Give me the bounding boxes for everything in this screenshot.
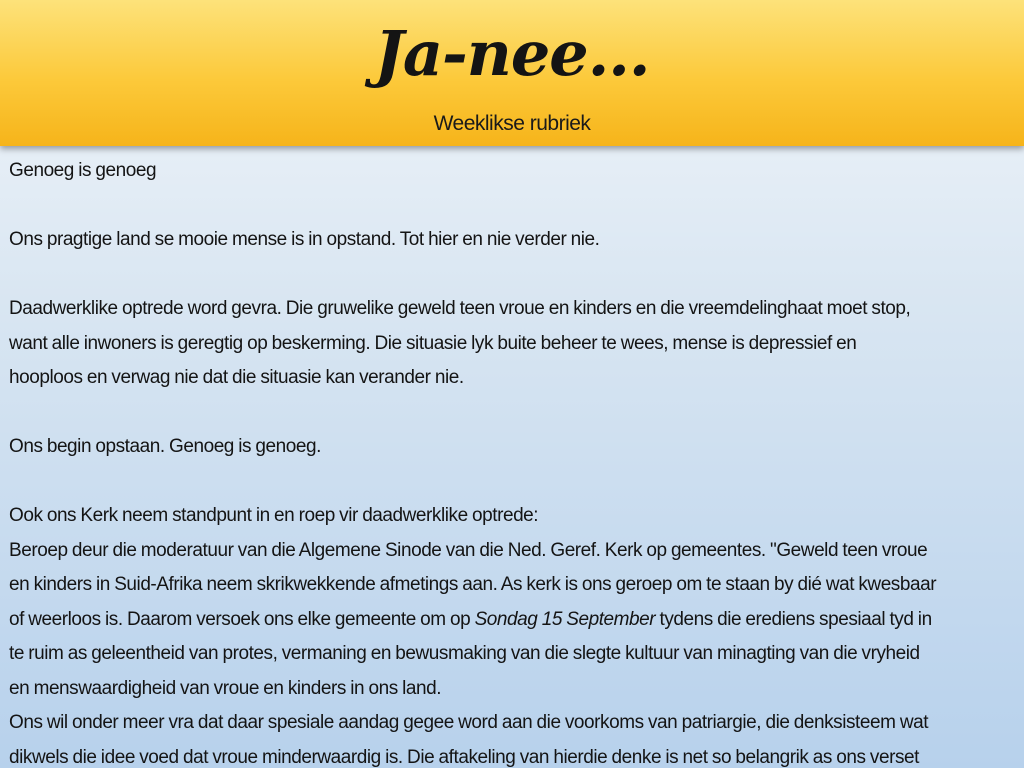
paragraph-4-line-8: dikwels die idee voed dat vroue minderwaardig is. Die aftakeling van hierdie denke is net so belangrik as ons verset	[9, 746, 919, 768]
paragraph-4-line-1: Ook ons Kerk neem standpunt in en roep vir daadwerklike optrede:	[9, 505, 539, 526]
paragraph-4-line-3: en kinders in Suid-Afrika neem skrikwekkende afmetings aan. As kerk is ons geroep om te staan by dié wat kwesbaar	[9, 574, 937, 595]
paragraph-gap	[9, 189, 1017, 224]
header-banner	[0, 0, 1024, 146]
paragraph-4-line-4-end: tydens die erediens spesiaal tyd in	[655, 608, 932, 630]
paragraph-2-line-1: Daadwerklike optrede word gevra. Die gruwelike geweld teen vroue en kinders en die vreemdelinghaat moet stop,	[9, 298, 911, 319]
paragraph-4-line-4	[9, 603, 1017, 638]
paragraph-4-line-7: Ons wil onder meer vra dat daar spesiale aandag gegee word aan die voorkoms van patriargie, die denksisteem wat	[9, 712, 929, 733]
page-subtitle: Weeklikse rubriek	[433, 112, 591, 135]
paragraph-gap	[9, 396, 1017, 431]
paragraph-2-line-3: hooploos en verwag nie dat die situasie kan verander nie.	[9, 367, 464, 388]
paragraph-1: Ons pragtige land se mooie mense is in opstand. Tot hier en nie verder nie.	[9, 229, 600, 250]
paragraph-4-line-5: te ruim as geleentheid van protes, vermaning en bewusmaking van die slegte kultuur van minagting van die vryheid	[9, 643, 920, 664]
paragraph-gap	[9, 258, 1017, 293]
paragraph-gap	[9, 465, 1017, 500]
paragraph-2-line-2: want alle inwoners is geregtig op beskerming. Die situasie lyk buite beheer te wees, mense is depressief en	[9, 332, 857, 354]
paragraph-4-line-4-start: of weerloos is. Daarom versoek ons elke gemeente om op	[9, 608, 475, 630]
article-heading: Genoeg is genoeg	[9, 160, 157, 181]
article-body	[9, 154, 1017, 768]
paragraph-4-line-6: en menswaardigheid van vroue en kinders in ons land.	[9, 677, 442, 699]
event-date: Sondag 15 September	[474, 608, 656, 630]
paragraph-3: Ons begin opstaan. Genoeg is genoeg.	[9, 436, 321, 457]
page-title: Ja-nee...	[374, 17, 650, 90]
paragraph-4-line-2: Beroep deur die moderatuur van die Algemene Sinode van die Ned. Geref. Kerk op gemeentes. "Geweld teen vroue	[9, 539, 928, 561]
